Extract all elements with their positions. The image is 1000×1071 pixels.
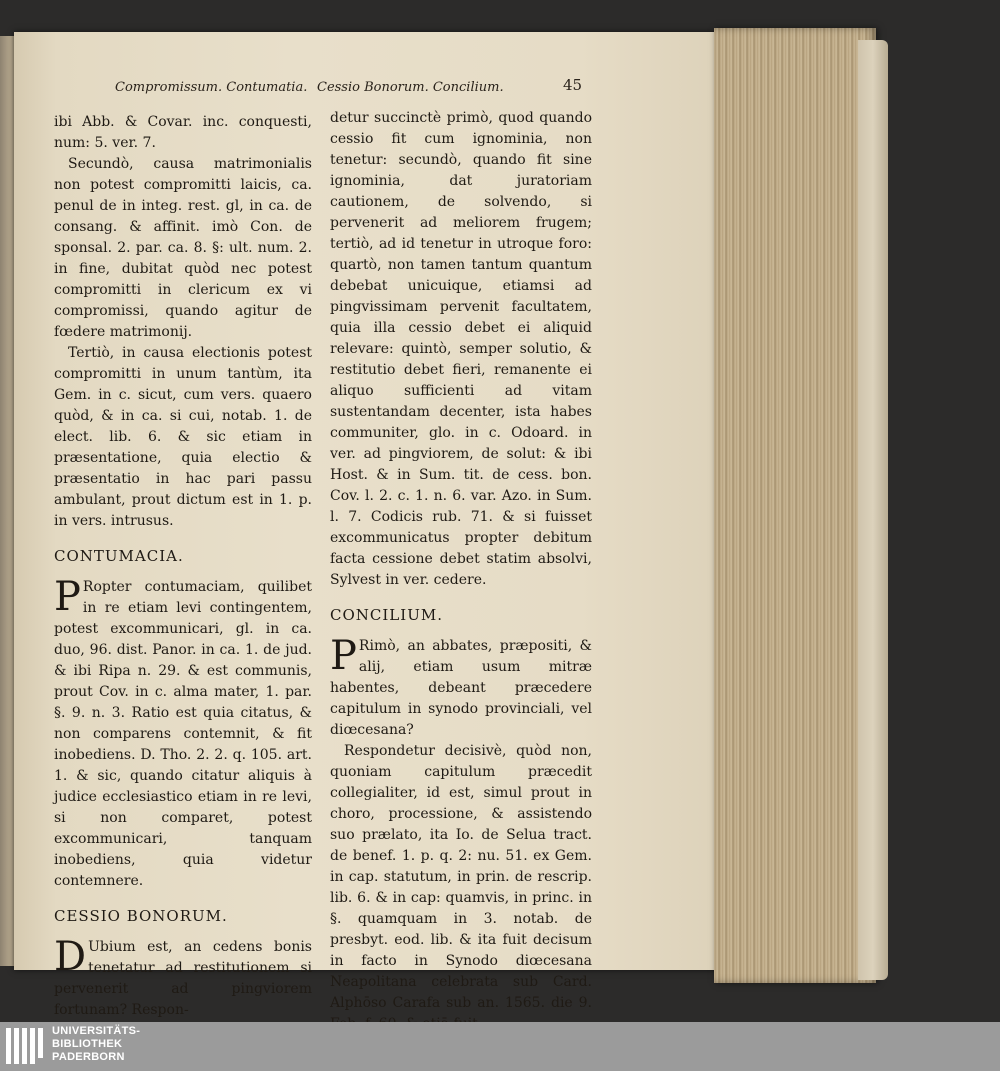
paragraph-with-dropcap: [54, 574, 312, 892]
paragraph: ibi Abb. & Covar. inc. conquesti, num: 5. ver. 7.: [54, 114, 312, 151]
paragraph: Respondetur decisivè, quòd non, quoniam capitulum præcedit collegialiter, id est, simul prout in choro, processione, & assistendo suo prælato, ita Io. de Selua tract. de benef. 1. p. q. 2: nu. 51. ex Gem. in cap. statutum, in prin. de rescrip. lib. 6. & in cap: quamvis, in princ. in §. quamquam in 3. notab. de presbyt. eod. lib. & ita fuit decisum in facto in Synodo diœcesana Neapolitana celebrata sub Card. Alphōso Carafa sub an. 1565. die 9.: [330, 743, 592, 1011]
section-heading-cessio-bonorum: CESSIO BONORUM.: [54, 907, 228, 925]
logo-line: UNIVERSITÄTS-: [52, 1025, 141, 1037]
page-number: 45: [563, 76, 583, 94]
running-head-right: Cessio Bonorum. Concilium.: [317, 80, 504, 95]
paragraph-with-dropcap: [54, 934, 312, 1021]
drop-cap: P: [54, 574, 81, 620]
paragraph-text: Rimò, an abbates, præpositi, & alij, etiam usum mitræ habentes, debeant præcedere capitulum in synodo provinciali, vel diœcesana?: [330, 638, 592, 738]
logo-line: BIBLIOTHEK: [52, 1038, 123, 1050]
paragraph-text: Ropter contumaciam, quilibet in re etiam levi contingentem, potest excommunicari, gl. in ca. duo, 96. dist. Panor. in ca. 1. de jud. & ibi Ripa n. 29. & est communis, prout Cov. in c. alma mater, 1. par. §. 9. n. 3. Ratio est quia citatus, & non comparens contemnit, & fit inobediens. D. Tho. 2. 2. q. 105. art. 1. & sic, quando citatur aliquis à judice ecclesiastico etiam in re levi, si non comparet, potest excommunicari, tanquam inobediens, quia videtur contemnere.: [54, 579, 312, 889]
page-block-edge: [714, 28, 876, 983]
paragraph-with-dropcap: [330, 633, 592, 741]
drop-cap: P: [330, 633, 357, 679]
running-head-left: Compromissum. Contumatia.: [115, 80, 308, 95]
book-cover-edge: [858, 40, 888, 980]
drop-cap: D: [54, 934, 87, 980]
library-footer: [0, 1022, 1000, 1071]
left-column: [54, 112, 312, 1021]
library-logo-icon: [6, 1028, 44, 1064]
paragraph: Tertiò, in causa electionis potest compromitti in unum tantùm, ita Gem. in c. sicut, cum vers. quaero quòd, & in ca. si cui, notab. 1. de elect. lib. 6. & sic etiam in præsentatione, quia electio & præsentatio in hac pari passu ambulant, prout dictum est in 1. p. in vers. intrusus.: [54, 345, 312, 529]
paragraph: detur succinctè primò, quod quando cessio fit cum ignominia, non tenetur: secundò, quando fit sine ignominia, dat juratoriam cautionem, de solvendo, si pervenerit ad meliorem frugem; tertiò, ad id tenetur in utroque foro: quartò, non tamen tantum quantum debebat unicuique, etiamsi ad pingvissimam pervenit facultatem, quia illa cessio debet ei aliquid relevare: quintò, semper solutio, & restitutio debet fieri, remanente ei aliquo sufficienti ad vitam sustentandam decenter, ista habes communiter, glo. in c. Odoard. in ver. ad pingviorem, de solut: & ibi Host. & in Sum. tit. de cess. bon. Cov. l. 2. c. 1. n. 6. var. Azo. in Sum. l. 7. Codicis rub. 71. & si fuisset excommunicatus propter debitum facta cessione debet statim absolvi, Sylvest in ver. cedere.: [330, 110, 592, 588]
section-heading-concilium: CONCILIUM.: [330, 606, 443, 624]
paragraph-text: Ubium est, an cedens bonis tenetatur ad restitutionem si pervenerit ad pingviorem fortunam? Respon-: [54, 939, 312, 1018]
library-logo-text: [52, 1025, 140, 1064]
logo-line: PADERBORN: [52, 1051, 125, 1063]
paragraph: Secundò, causa matrimonialis non potest compromitti laicis, ca. penul de in integ. rest. gl, in ca. de consang. & affinit. imò Con. de sponsal. 2. par. ca. 8. §: ult. num. 2. in fine, dubitat quòd nec potest compromitti in clericum ex vi compromissi, quando agitur de fœdere matrimonij.: [54, 156, 312, 340]
right-column: [330, 108, 592, 1056]
section-heading-contumacia: CONTUMACIA.: [54, 547, 184, 565]
